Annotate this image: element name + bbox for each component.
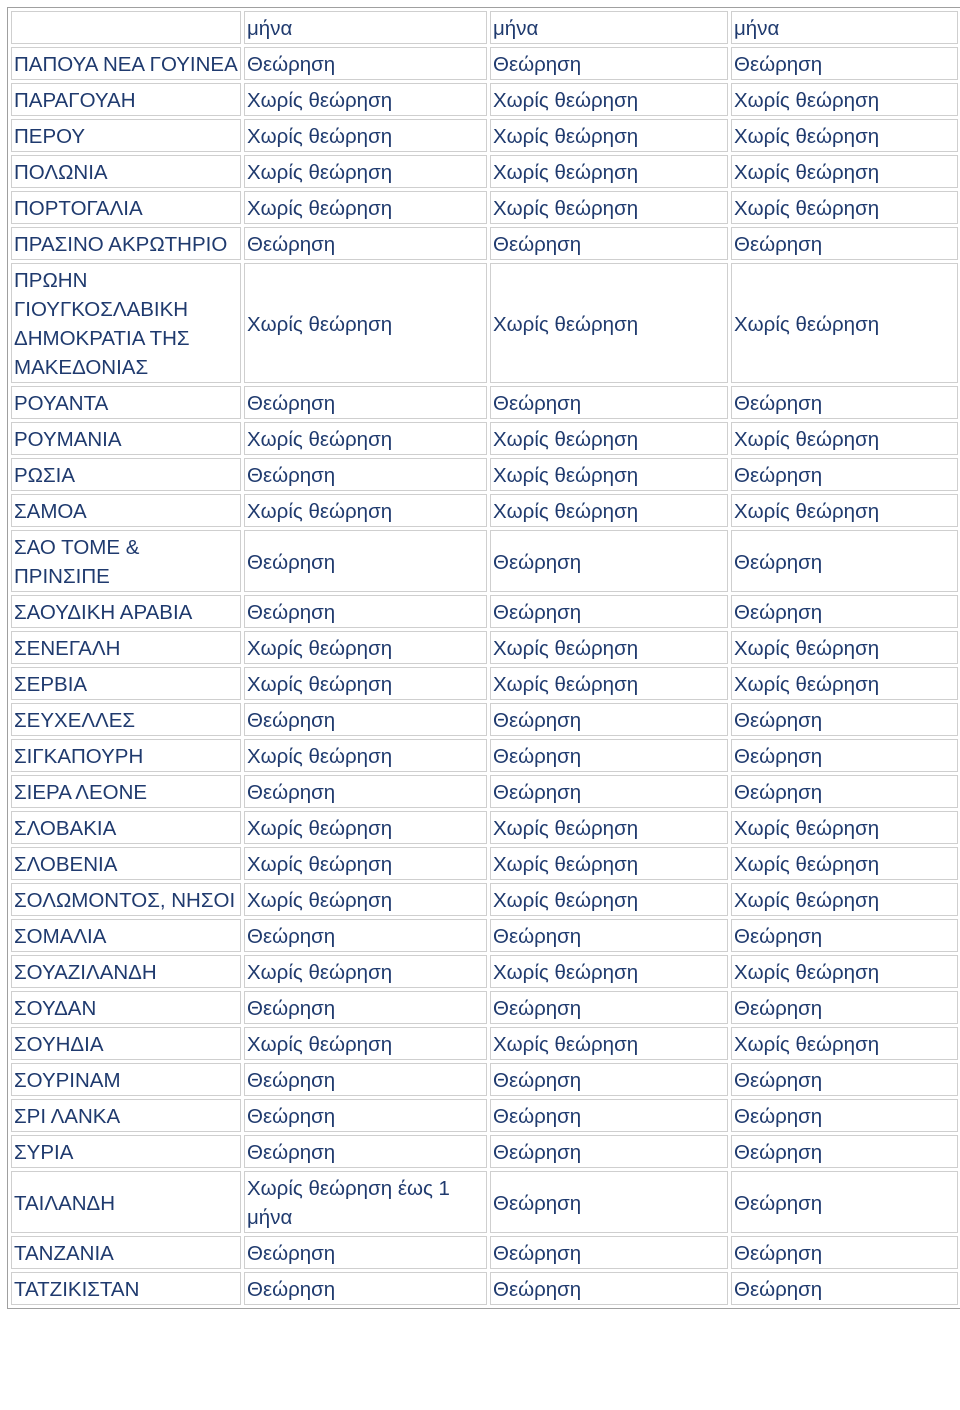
visa-cell-col3: Χωρίς θεώρηση xyxy=(731,155,958,188)
table-row xyxy=(11,883,958,916)
visa-cell-col2: Θεώρηση xyxy=(490,1272,728,1305)
visa-cell-col3: Θεώρηση xyxy=(731,1135,958,1168)
country-cell: ΣΕΡΒΙΑ xyxy=(11,667,241,700)
visa-cell-col1: Θεώρηση xyxy=(244,991,487,1024)
visa-cell-col3: Θεώρηση xyxy=(731,530,958,592)
table-row xyxy=(11,155,958,188)
header-cell-period-1: μήνα xyxy=(244,11,487,44)
table-row xyxy=(11,1236,958,1269)
visa-cell-col2: Θεώρηση xyxy=(490,991,728,1024)
visa-cell-col2: Χωρίς θεώρηση xyxy=(490,458,728,491)
country-cell: ΣΟΥΡΙΝΑΜ xyxy=(11,1063,241,1096)
table-row xyxy=(11,1135,958,1168)
table-row xyxy=(11,1063,958,1096)
country-cell: ΠΟΛΩΝΙΑ xyxy=(11,155,241,188)
visa-cell-col1: Χωρίς θεώρηση xyxy=(244,667,487,700)
country-cell: ΤΑΙΛΑΝΔΗ xyxy=(11,1171,241,1233)
country-cell: ΣΟΥΑΖΙΛΑΝΔΗ xyxy=(11,955,241,988)
visa-cell-col3: Θεώρηση xyxy=(731,739,958,772)
visa-cell-col3: Χωρίς θεώρηση xyxy=(731,667,958,700)
table-row xyxy=(11,847,958,880)
visa-cell-col2: Θεώρηση xyxy=(490,1171,728,1233)
table-row xyxy=(11,1171,958,1233)
visa-cell-col2: Θεώρηση xyxy=(490,1063,728,1096)
country-cell: ΣΛΟΒΑΚΙΑ xyxy=(11,811,241,844)
visa-cell-col2: Θεώρηση xyxy=(490,47,728,80)
table-row xyxy=(11,703,958,736)
country-cell: ΡΩΣΙΑ xyxy=(11,458,241,491)
visa-cell-col2: Χωρίς θεώρηση xyxy=(490,263,728,383)
table-row xyxy=(11,955,958,988)
visa-cell-col2: Χωρίς θεώρηση xyxy=(490,955,728,988)
table-row xyxy=(11,191,958,224)
visa-cell-col1: Θεώρηση xyxy=(244,1099,487,1132)
table-row xyxy=(11,422,958,455)
country-cell: ΤΑΝΖΑΝΙΑ xyxy=(11,1236,241,1269)
visa-cell-col3: Θεώρηση xyxy=(731,919,958,952)
visa-cell-col3: Θεώρηση xyxy=(731,1063,958,1096)
country-cell: ΠΑΡΑΓΟΥΑΗ xyxy=(11,83,241,116)
table-row xyxy=(11,1027,958,1060)
visa-cell-col3: Χωρίς θεώρηση xyxy=(731,883,958,916)
visa-cell-col1: Χωρίς θεώρηση xyxy=(244,494,487,527)
country-cell: ΡΟΥΑΝΤΑ xyxy=(11,386,241,419)
visa-cell-col2: Χωρίς θεώρηση xyxy=(490,847,728,880)
visa-cell-col2: Χωρίς θεώρηση xyxy=(490,883,728,916)
header-cell-period-3: μήνα xyxy=(731,11,958,44)
visa-cell-col3: Χωρίς θεώρηση xyxy=(731,494,958,527)
visa-cell-col1: Θεώρηση xyxy=(244,919,487,952)
visa-cell-col2: Χωρίς θεώρηση xyxy=(490,155,728,188)
visa-cell-col1: Θεώρηση xyxy=(244,386,487,419)
table-row xyxy=(11,991,958,1024)
visa-cell-col1: Θεώρηση xyxy=(244,1063,487,1096)
country-cell: ΣΑΟ ΤΟΜΕ & ΠΡΙΝΣΙΠΕ xyxy=(11,530,241,592)
visa-cell-col1: Χωρίς θεώρηση xyxy=(244,811,487,844)
visa-cell-col2: Θεώρηση xyxy=(490,595,728,628)
header-cell-country xyxy=(11,11,241,44)
visa-cell-col2: Θεώρηση xyxy=(490,739,728,772)
country-cell: ΣΕΝΕΓΑΛΗ xyxy=(11,631,241,664)
country-cell: ΣΑΟΥΔΙΚΗ ΑΡΑΒΙΑ xyxy=(11,595,241,628)
table-row xyxy=(11,1099,958,1132)
visa-cell-col1: Χωρίς θεώρηση xyxy=(244,83,487,116)
visa-cell-col3: Χωρίς θεώρηση xyxy=(731,1027,958,1060)
visa-cell-col1: Θεώρηση xyxy=(244,47,487,80)
country-cell: ΣΟΥΗΔΙΑ xyxy=(11,1027,241,1060)
table-row xyxy=(11,775,958,808)
visa-cell-col3: Χωρίς θεώρηση xyxy=(731,119,958,152)
visa-cell-col1: Θεώρηση xyxy=(244,775,487,808)
country-cell: ΠΡΑΣΙΝΟ ΑΚΡΩΤΗΡΙΟ xyxy=(11,227,241,260)
visa-cell-col2: Χωρίς θεώρηση xyxy=(490,667,728,700)
visa-cell-col3: Χωρίς θεώρηση xyxy=(731,631,958,664)
visa-cell-col3: Θεώρηση xyxy=(731,1099,958,1132)
visa-cell-col2: Χωρίς θεώρηση xyxy=(490,83,728,116)
table-row xyxy=(11,667,958,700)
table-row xyxy=(11,47,958,80)
visa-cell-col1: Χωρίς θεώρηση xyxy=(244,155,487,188)
visa-cell-col1: Θεώρηση xyxy=(244,227,487,260)
visa-cell-col1: Χωρίς θεώρηση xyxy=(244,955,487,988)
visa-cell-col3: Θεώρηση xyxy=(731,1272,958,1305)
visa-cell-col2: Θεώρηση xyxy=(490,1099,728,1132)
country-cell: ΠΕΡΟΥ xyxy=(11,119,241,152)
visa-cell-col2: Χωρίς θεώρηση xyxy=(490,631,728,664)
visa-cell-col1: Χωρίς θεώρηση έως 1 μήνα xyxy=(244,1171,487,1233)
table-row xyxy=(11,919,958,952)
visa-cell-col2: Θεώρηση xyxy=(490,1236,728,1269)
visa-cell-col3: Χωρίς θεώρηση xyxy=(731,847,958,880)
country-cell: ΡΟΥΜΑΝΙΑ xyxy=(11,422,241,455)
visa-cell-col1: Θεώρηση xyxy=(244,1135,487,1168)
table-row xyxy=(11,458,958,491)
visa-cell-col3: Θεώρηση xyxy=(731,595,958,628)
visa-cell-col3: Χωρίς θεώρηση xyxy=(731,263,958,383)
table-row xyxy=(11,631,958,664)
header-cell-period-2: μήνα xyxy=(490,11,728,44)
country-cell: ΠΑΠΟΥΑ ΝΕΑ ΓΟΥΙΝΕΑ xyxy=(11,47,241,80)
visa-cell-col2: Θεώρηση xyxy=(490,530,728,592)
visa-cell-col2: Χωρίς θεώρηση xyxy=(490,422,728,455)
visa-cell-col1: Χωρίς θεώρηση xyxy=(244,1027,487,1060)
country-cell: ΣΟΛΩΜΟΝΤΟΣ, ΝΗΣΟΙ xyxy=(11,883,241,916)
table-row xyxy=(11,1272,958,1305)
visa-cell-col3: Θεώρηση xyxy=(731,458,958,491)
table-row xyxy=(11,530,958,592)
country-cell: ΣΙΓΚΑΠΟΥΡΗ xyxy=(11,739,241,772)
table-row xyxy=(11,595,958,628)
visa-cell-col3: Θεώρηση xyxy=(731,1236,958,1269)
visa-cell-col2: Θεώρηση xyxy=(490,227,728,260)
table-row xyxy=(11,227,958,260)
visa-cell-col1: Χωρίς θεώρηση xyxy=(244,883,487,916)
visa-cell-col2: Χωρίς θεώρηση xyxy=(490,494,728,527)
header-row xyxy=(11,11,958,44)
visa-cell-col2: Θεώρηση xyxy=(490,703,728,736)
country-cell: ΣΟΜΑΛΙΑ xyxy=(11,919,241,952)
visa-cell-col1: Χωρίς θεώρηση xyxy=(244,191,487,224)
visa-cell-col3: Χωρίς θεώρηση xyxy=(731,955,958,988)
table-row xyxy=(11,386,958,419)
visa-cell-col3: Θεώρηση xyxy=(731,1171,958,1233)
country-cell: ΣΡΙ ΛΑΝΚΑ xyxy=(11,1099,241,1132)
visa-cell-col3: Θεώρηση xyxy=(731,991,958,1024)
visa-cell-col3: Χωρίς θεώρηση xyxy=(731,811,958,844)
table-row xyxy=(11,263,958,383)
visa-cell-col2: Χωρίς θεώρηση xyxy=(490,1027,728,1060)
visa-cell-col1: Θεώρηση xyxy=(244,1272,487,1305)
visa-cell-col2: Χωρίς θεώρηση xyxy=(490,811,728,844)
visa-cell-col3: Θεώρηση xyxy=(731,47,958,80)
visa-cell-col3: Θεώρηση xyxy=(731,386,958,419)
visa-cell-col1: Χωρίς θεώρηση xyxy=(244,739,487,772)
country-cell: ΣΙΕΡΑ ΛΕΟΝΕ xyxy=(11,775,241,808)
visa-cell-col2: Θεώρηση xyxy=(490,775,728,808)
visa-cell-col1: Χωρίς θεώρηση xyxy=(244,422,487,455)
table-row xyxy=(11,739,958,772)
visa-cell-col3: Χωρίς θεώρηση xyxy=(731,83,958,116)
country-cell: ΣΥΡΙΑ xyxy=(11,1135,241,1168)
visa-cell-col3: Θεώρηση xyxy=(731,703,958,736)
table-row xyxy=(11,811,958,844)
visa-cell-col1: Θεώρηση xyxy=(244,1236,487,1269)
country-cell: ΤΑΤΖΙΚΙΣΤΑΝ xyxy=(11,1272,241,1305)
visa-cell-col1: Θεώρηση xyxy=(244,458,487,491)
country-cell: ΣΛΟΒΕΝΙΑ xyxy=(11,847,241,880)
visa-cell-col3: Χωρίς θεώρηση xyxy=(731,422,958,455)
table-body xyxy=(11,11,958,1305)
visa-cell-col2: Χωρίς θεώρηση xyxy=(490,119,728,152)
table-row xyxy=(11,83,958,116)
visa-cell-col1: Χωρίς θεώρηση xyxy=(244,119,487,152)
visa-cell-col1: Θεώρηση xyxy=(244,595,487,628)
visa-cell-col3: Χωρίς θεώρηση xyxy=(731,191,958,224)
country-cell: ΣΟΥΔΑΝ xyxy=(11,991,241,1024)
country-cell: ΠΡΩΗΝ ΓΙΟΥΓΚΟΣΛΑΒΙΚΗ ΔΗΜΟΚΡΑΤΙΑ ΤΗΣ ΜΑΚΕΔΟΝΙΑΣ xyxy=(11,263,241,383)
visa-cell-col3: Θεώρηση xyxy=(731,227,958,260)
country-cell: ΠΟΡΤΟΓΑΛΙΑ xyxy=(11,191,241,224)
visa-cell-col2: Θεώρηση xyxy=(490,386,728,419)
visa-cell-col1: Χωρίς θεώρηση xyxy=(244,847,487,880)
country-cell: ΣΕΥΧΕΛΛΕΣ xyxy=(11,703,241,736)
visa-cell-col2: Χωρίς θεώρηση xyxy=(490,191,728,224)
country-cell: ΣΑΜΟΑ xyxy=(11,494,241,527)
visa-requirements-table xyxy=(7,7,960,1309)
visa-cell-col1: Θεώρηση xyxy=(244,530,487,592)
visa-cell-col2: Θεώρηση xyxy=(490,1135,728,1168)
visa-cell-col1: Χωρίς θεώρηση xyxy=(244,263,487,383)
visa-cell-col3: Θεώρηση xyxy=(731,775,958,808)
table-row xyxy=(11,119,958,152)
visa-cell-col1: Θεώρηση xyxy=(244,703,487,736)
table-row xyxy=(11,494,958,527)
visa-cell-col2: Θεώρηση xyxy=(490,919,728,952)
visa-cell-col1: Χωρίς θεώρηση xyxy=(244,631,487,664)
